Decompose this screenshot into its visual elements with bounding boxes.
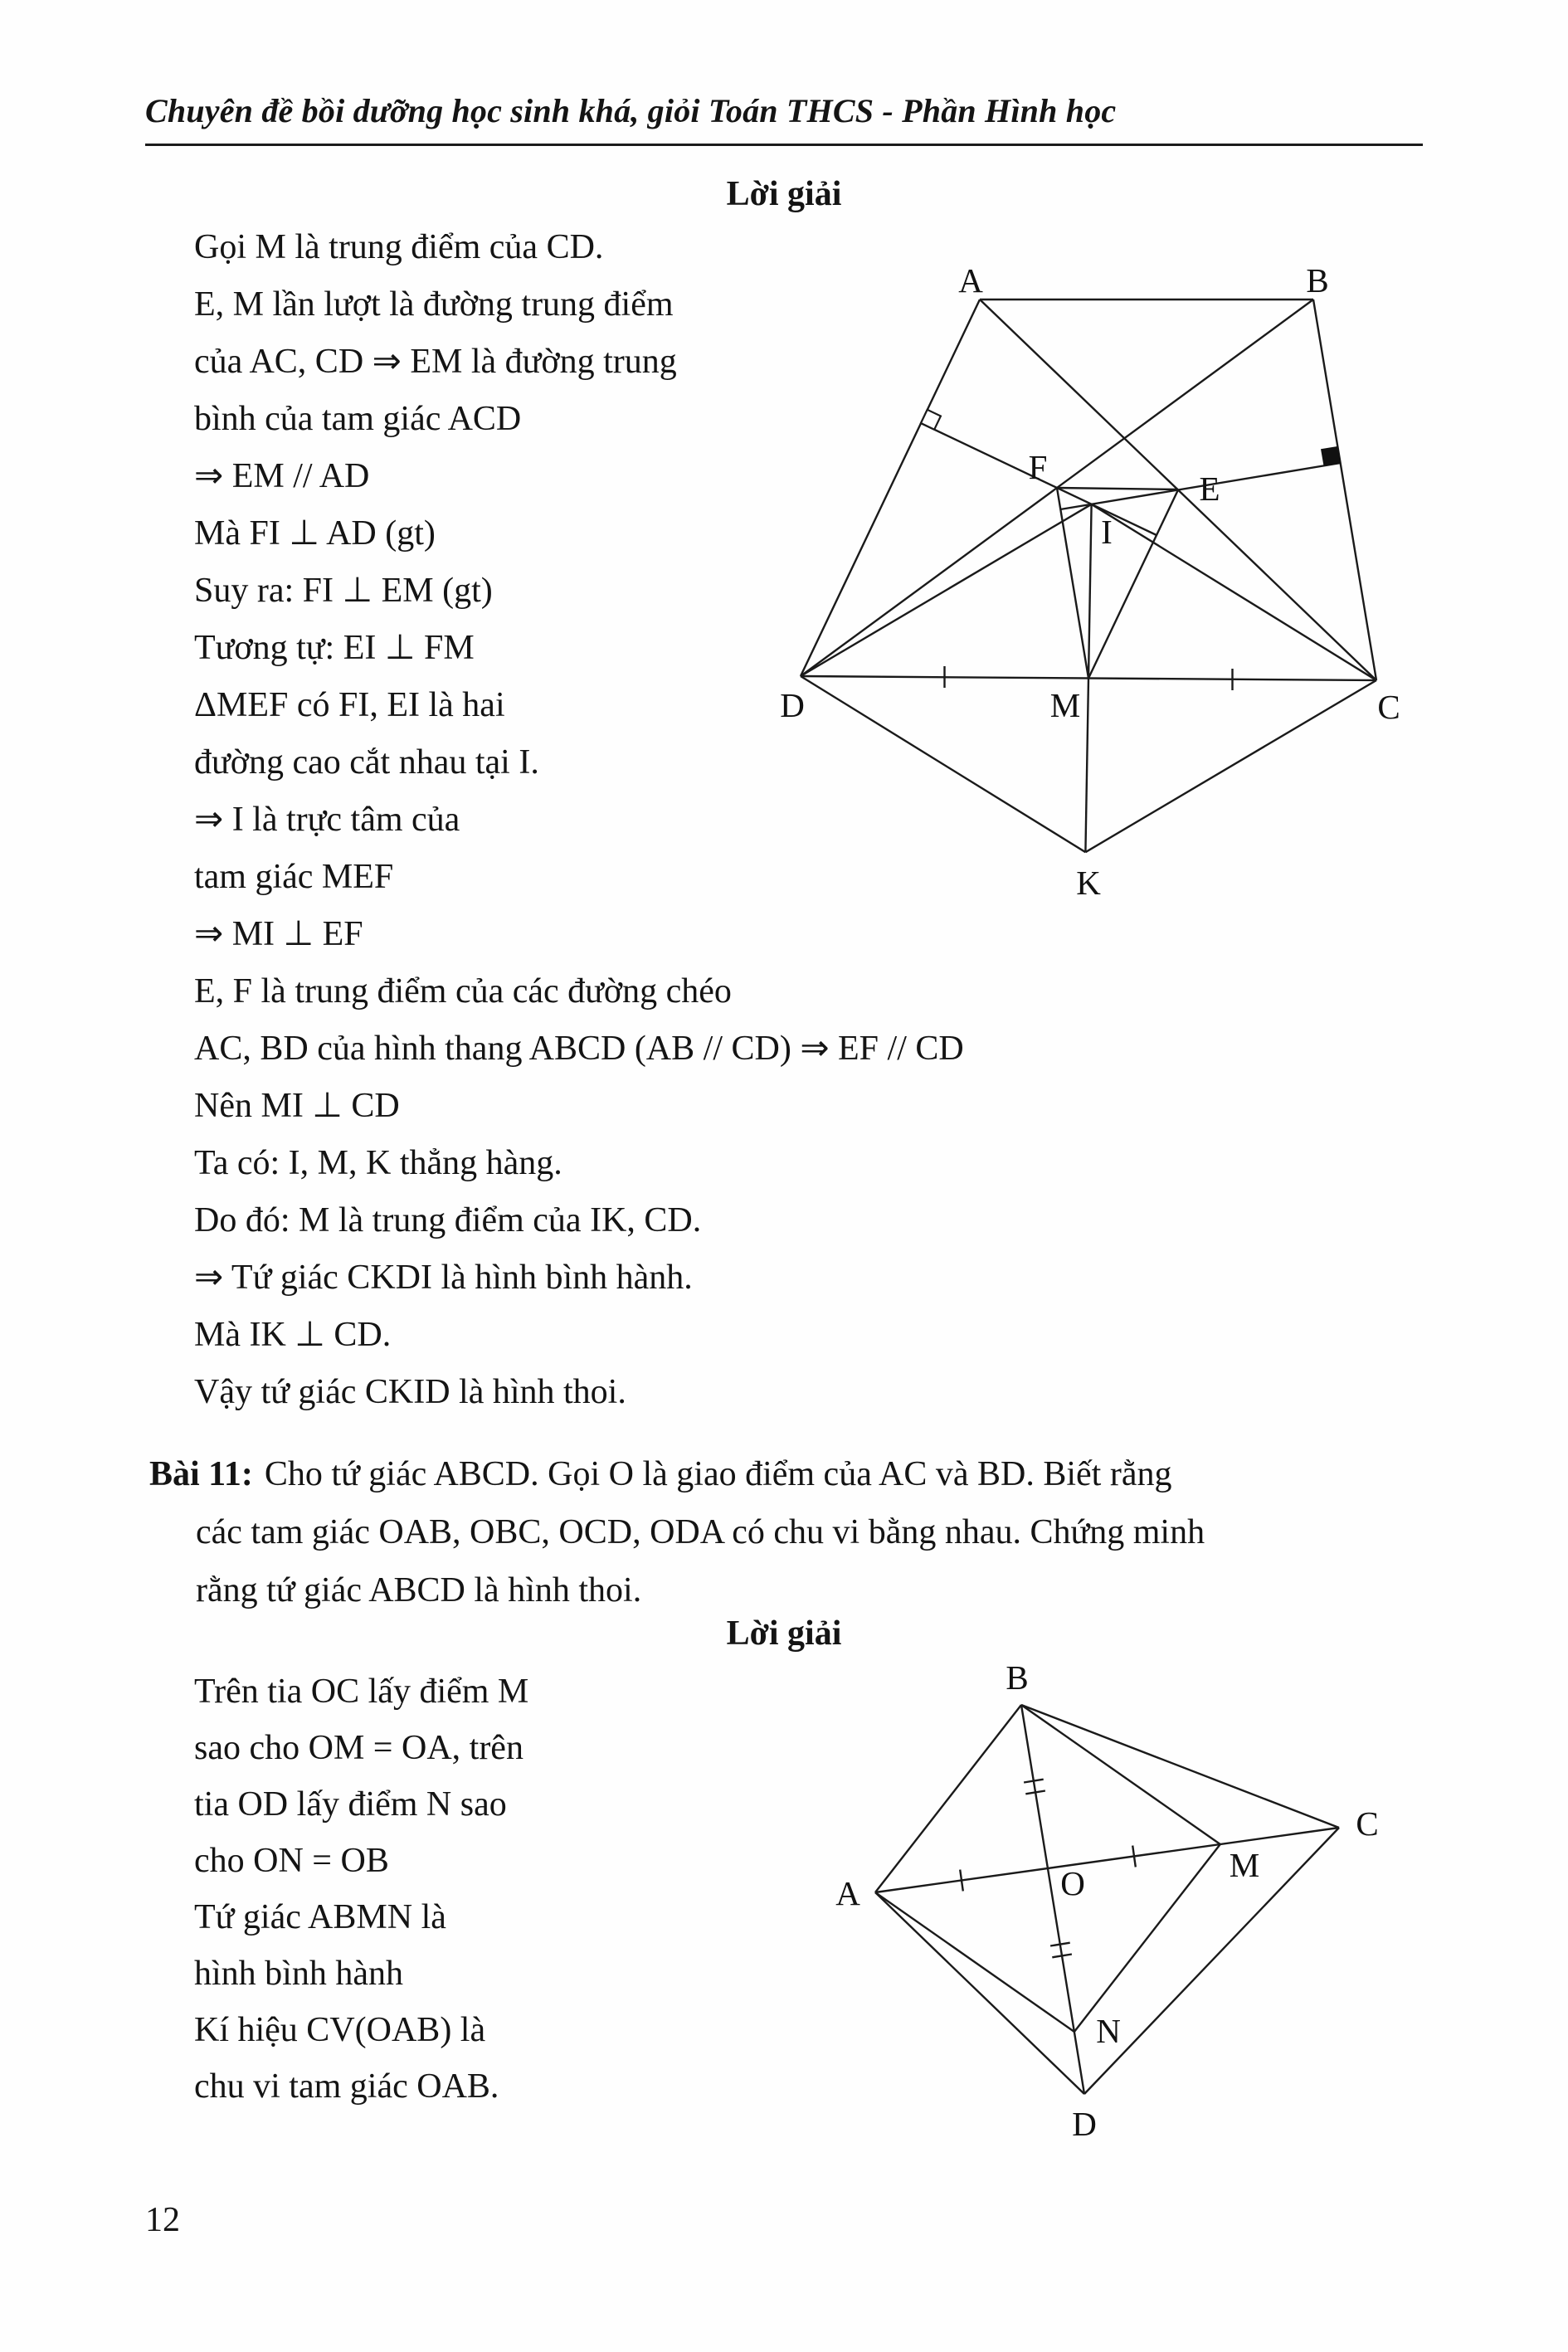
solution-line: ⇒ MI ⊥ EF xyxy=(194,915,363,953)
solution-line: chu vi tam giác OAB. xyxy=(194,2067,499,2106)
solution-line: bình của tam giác ACD xyxy=(194,400,522,438)
page-header-title: Chuyên đề bồi dưỡng học sinh khá, giỏi Toán THCS - Phần Hình học xyxy=(145,91,1423,146)
fig2-segment-na xyxy=(875,1892,1074,2032)
fig1-label-d: D xyxy=(780,686,805,724)
fig2-diagonal-ac xyxy=(875,1828,1339,1892)
fig2-side-da xyxy=(875,1892,1084,2094)
fig2-label-o: O xyxy=(1060,1864,1085,1902)
fig1-segment-di xyxy=(801,504,1092,676)
fig2-label-b: B xyxy=(1006,1658,1029,1697)
fig2-side-ab xyxy=(875,1705,1021,1892)
fig2-label-n: N xyxy=(1096,2012,1121,2050)
solution-line: Tương tự: EI ⊥ FM xyxy=(194,629,475,667)
solution-line: đường cao cắt nhau tại I. xyxy=(194,743,539,782)
problem-label: Bài 11: xyxy=(149,1455,253,1493)
problem-text: Cho tứ giác ABCD. Gọi O là giao điểm của AC và BD. Biết rằng xyxy=(264,1455,1172,1493)
solution-line: Gọi M là trung điểm của CD. xyxy=(194,228,604,266)
solution2-heading: Lời giải xyxy=(726,1614,842,1653)
problem-11 xyxy=(149,1445,1205,1619)
fig1-label-e: E xyxy=(1199,470,1220,508)
fig1-label-b: B xyxy=(1306,261,1329,299)
fig2-label-c: C xyxy=(1356,1804,1379,1843)
solution-line: Vậy tứ giác CKID là hình thoi. xyxy=(194,1373,626,1411)
solution-line: ΔMEF có FI, EI là hai xyxy=(194,686,505,724)
fig1-right-angle-mark-ad xyxy=(921,410,941,430)
fig2-label-m: M xyxy=(1229,1846,1260,1884)
fig1-segment-dk xyxy=(801,676,1085,852)
solution-line: cho ON = OB xyxy=(194,1842,389,1880)
fig2-segment-bm xyxy=(1021,1705,1220,1844)
solution-line: ⇒ EM // AD xyxy=(194,457,370,495)
page-number: 12 xyxy=(145,2201,180,2239)
solution-line: Kí hiệu CV(OAB) là xyxy=(194,2011,486,2049)
fig1-segment-ci xyxy=(1092,504,1376,680)
fig1-label-m: M xyxy=(1049,686,1081,724)
solution-line: Nên MI ⊥ CD xyxy=(194,1087,400,1125)
fig1-label-i: I xyxy=(1101,513,1113,551)
fig1-label-k: K xyxy=(1076,864,1101,902)
fig1-segment-ck xyxy=(1085,680,1376,852)
solution-line: Suy ra: FI ⊥ EM (gt) xyxy=(194,572,493,610)
fig2-label-a: A xyxy=(835,1874,860,1912)
solution-line: hình bình hành xyxy=(194,1955,403,1993)
solution-line: ⇒ Tứ giác CKDI là hình bình hành. xyxy=(194,1259,693,1297)
fig1-side-da xyxy=(801,299,980,676)
solution-line: tia OD lấy điểm N sao xyxy=(194,1785,507,1824)
fig2-label-d: D xyxy=(1072,2105,1097,2143)
fig1-side-bc xyxy=(1313,299,1376,680)
solution2-text xyxy=(194,1663,528,2115)
solution-line: Tứ giác ABMN là xyxy=(194,1898,446,1936)
solution-line: của AC, CD ⇒ EM là đường trung xyxy=(194,343,677,381)
solution-line: E, M lần lượt là đường trung điểm xyxy=(194,285,674,324)
solution-line: ⇒ I là trực tâm của xyxy=(194,801,460,839)
solution-line: E, F là trung điểm của các đường chéo xyxy=(194,972,732,1010)
solution-line: Ta có: I, M, K thẳng hàng. xyxy=(194,1144,562,1182)
solution-line: Trên tia OC lấy điểm M xyxy=(194,1673,529,1711)
fig1-label-a: A xyxy=(958,261,983,299)
solution-line: tam giác MEF xyxy=(194,858,394,896)
fig2-side-bc xyxy=(1021,1705,1339,1828)
problem-line: rằng tứ giác ABCD là hình thoi. xyxy=(196,1571,642,1609)
figure2-diagram xyxy=(813,1643,1410,2174)
fig2-segment-mn xyxy=(1074,1844,1220,2032)
solution-line: AC, BD của hình thang ABCD (AB // CD) ⇒ EF // CD xyxy=(194,1030,964,1068)
fig1-label-f: F xyxy=(1028,448,1048,486)
problem-line xyxy=(149,1445,1205,1503)
solution-line: sao cho OM = OA, trên xyxy=(194,1729,523,1767)
fig1-segment-ef xyxy=(1057,488,1178,489)
figure1-diagram xyxy=(747,249,1444,913)
solution1-heading: Lời giải xyxy=(726,175,842,213)
fig2-side-cd xyxy=(1084,1828,1339,2094)
solution-line: Do đó: M là trung điểm của IK, CD. xyxy=(194,1201,702,1239)
problem-line: các tam giác OAB, OBC, OCD, ODA có chu vi bằng nhau. Chứng minh xyxy=(196,1513,1205,1551)
fig1-right-angle-mark-bc xyxy=(1322,446,1341,465)
fig1-label-c: C xyxy=(1377,688,1400,726)
solution-line: Mà FI ⊥ AD (gt) xyxy=(194,514,436,553)
solution-line: Mà IK ⊥ CD. xyxy=(194,1316,392,1354)
